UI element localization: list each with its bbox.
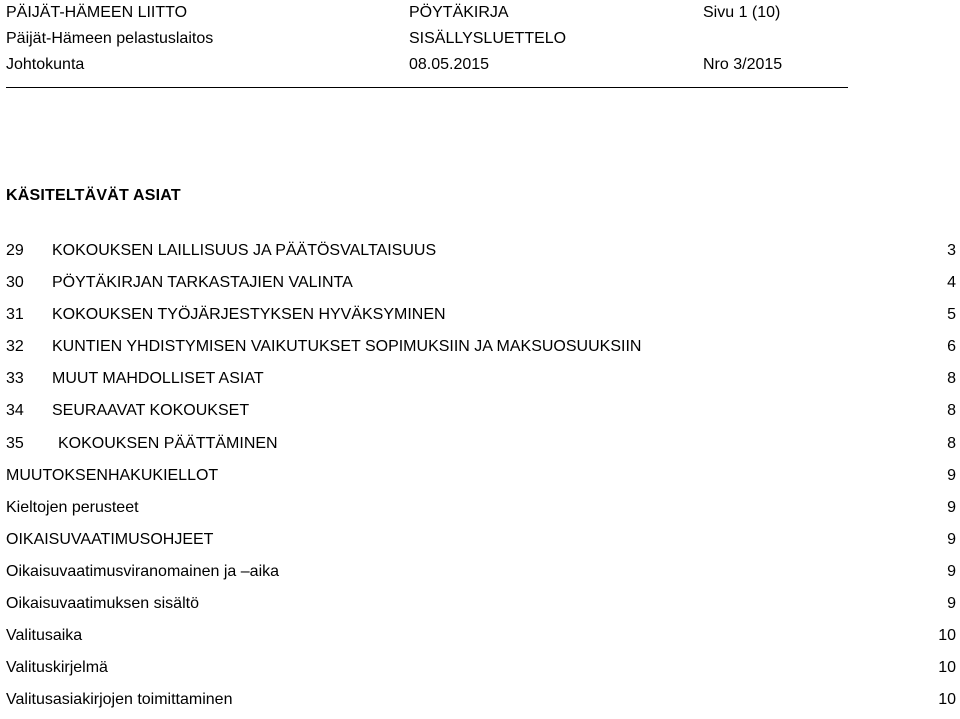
header-department: Päijät-Hämeen pelastuslaitos (6, 30, 214, 47)
table-of-contents (6, 235, 956, 716)
toc-item-title: Kieltojen perusteet (6, 498, 139, 516)
header-date: 08.05.2015 (409, 56, 490, 73)
header-row-1 (6, 0, 946, 26)
header-row-2 (6, 26, 946, 52)
header-page-number: Sivu 1 (10) (703, 4, 781, 21)
toc-item-page: 9 (947, 498, 956, 516)
toc-item-title: MUUT MAHDOLLISET ASIAT (52, 370, 264, 388)
toc-item (6, 331, 956, 363)
toc-item-number: 34 (6, 402, 24, 420)
toc-item-page: 9 (947, 595, 956, 613)
toc-item-page: 10 (938, 627, 956, 645)
toc-item (6, 235, 956, 267)
toc-item (6, 620, 956, 652)
toc-item (6, 556, 956, 588)
toc-item-page: 3 (947, 242, 956, 259)
toc-item-page: 10 (938, 659, 956, 677)
document-header (6, 0, 946, 78)
toc-item (6, 395, 956, 427)
toc-item-title: Valitusasiakirjojen toimittaminen (6, 691, 233, 709)
toc-item-title: KUNTIEN YHDISTYMISEN VAIKUTUKSET SOPIMUKSIIN JA MAKSUOSUUKSIIN (52, 338, 642, 356)
toc-item-title: KOKOUKSEN LAILLISUUS JA PÄÄTÖSVALTAISUUS (52, 242, 437, 259)
toc-item-title: PÖYTÄKIRJAN TARKASTAJIEN VALINTA (52, 274, 353, 292)
toc-item (6, 428, 956, 460)
toc-item (6, 299, 956, 331)
toc-item (6, 524, 956, 556)
header-body: Johtokunta (6, 56, 85, 73)
toc-item-number: 31 (6, 306, 24, 324)
toc-item-page: 9 (947, 530, 956, 548)
toc-item (6, 492, 956, 524)
toc-item (6, 363, 956, 395)
toc-item-title: KOKOUKSEN TYÖJÄRJESTYKSEN HYVÄKSYMINEN (52, 306, 446, 324)
toc-item (6, 652, 956, 684)
toc-item-page: 5 (947, 306, 956, 324)
section-title: KÄSITELTÄVÄT ASIAT (6, 187, 181, 204)
toc-item-page: 8 (947, 370, 956, 388)
toc-item-title: Oikaisuvaatimusviranomainen ja –aika (6, 562, 280, 580)
header-organization: PÄIJÄT-HÄMEEN LIITTO (6, 4, 188, 21)
toc-item-number: 35 (6, 434, 24, 452)
header-content-type: SISÄLLYSLUETTELO (409, 30, 567, 47)
toc-item-title: OIKAISUVAATIMUSOHJEET (6, 530, 214, 548)
toc-item-title: Oikaisuvaatimuksen sisältö (6, 595, 199, 613)
header-divider (6, 87, 848, 88)
toc-item-title: SEURAAVAT KOKOUKSET (52, 402, 250, 420)
toc-item-title: KOKOUKSEN PÄÄTTÄMINEN (58, 434, 278, 452)
toc-item-title: Valituskirjelmä (6, 659, 108, 677)
toc-item (6, 684, 956, 716)
toc-item (6, 267, 956, 299)
toc-item-page: 10 (938, 691, 956, 709)
toc-item (6, 588, 956, 620)
toc-item-number: 33 (6, 370, 24, 388)
toc-item-page: 8 (947, 402, 956, 420)
toc-item-title: MUUTOKSENHAKUKIELLOT (6, 466, 219, 484)
toc-item-number: 30 (6, 274, 24, 292)
toc-item-page: 4 (947, 274, 956, 292)
toc-item-page: 8 (947, 434, 956, 452)
toc-item-title: Valitusaika (6, 627, 83, 645)
header-record-number: Nro 3/2015 (703, 56, 783, 73)
toc-item-number: 29 (6, 242, 24, 259)
toc-item (6, 460, 956, 492)
header-row-3 (6, 52, 946, 78)
toc-item-page: 6 (947, 338, 956, 356)
toc-item-page: 9 (947, 466, 956, 484)
toc-item-number: 32 (6, 338, 24, 356)
header-document-type: PÖYTÄKIRJA (409, 4, 509, 21)
toc-item-page: 9 (947, 562, 956, 580)
